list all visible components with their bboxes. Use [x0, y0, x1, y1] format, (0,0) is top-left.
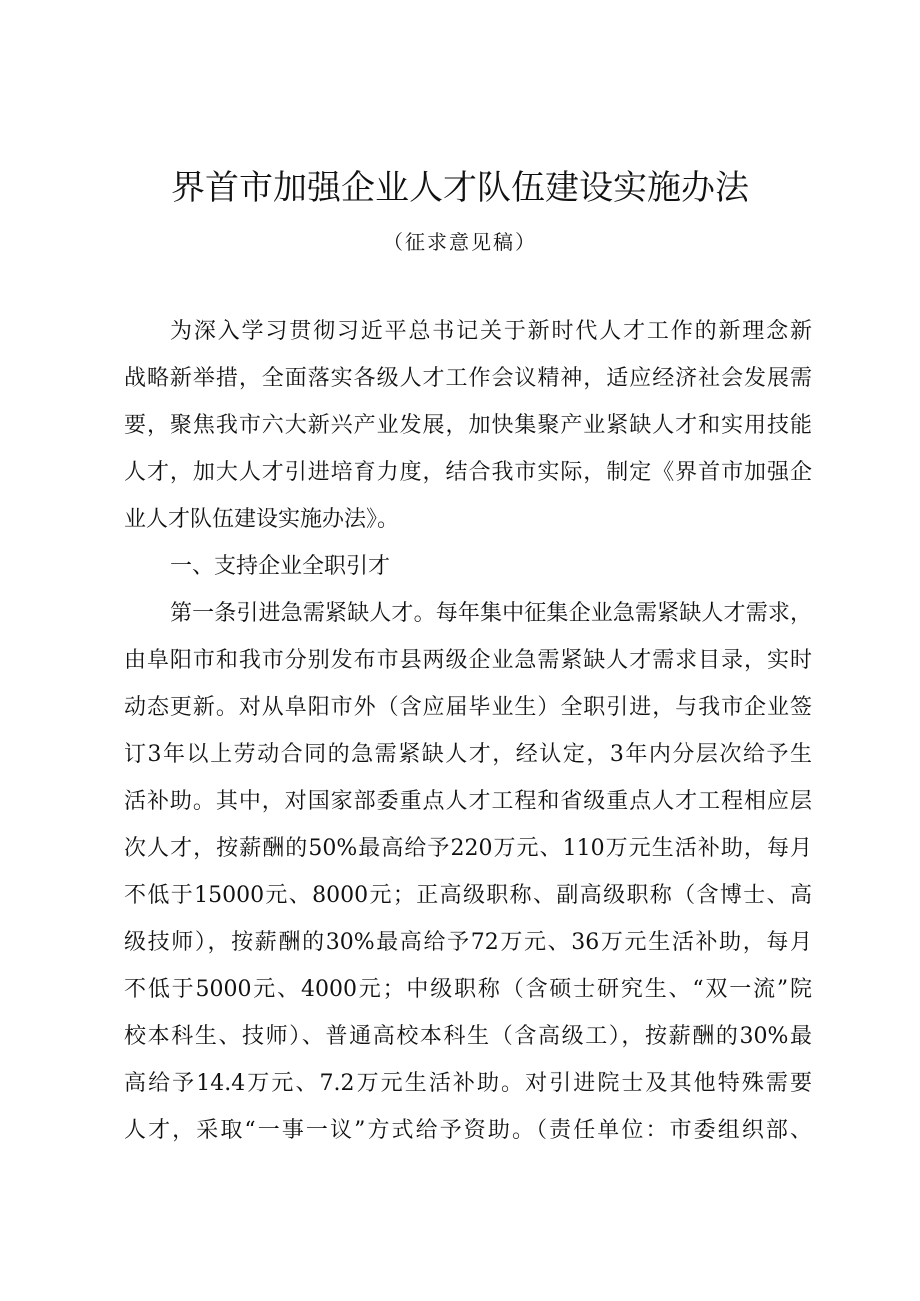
article-line: 高给予14.4万元、7.2万元生活补助。对引进院士及其他特殊需要: [124, 1071, 812, 1096]
article-line: 活补助。其中，对国家部委重点人才工程和省级重点人才工程相应层: [124, 789, 812, 814]
article-line: 不低于5000元、4000元；中级职称（含硕士研究生、“双一流”院: [124, 977, 812, 1002]
preamble-line: 战略新举措，全面落实各级人才工作会议精神，适应经济社会发展需: [124, 366, 812, 391]
document-title: 界首市加强企业人才队伍建设实施办法: [171, 168, 749, 208]
section-heading: 一、支持企业全职引才: [170, 554, 391, 579]
article-line: 级技师），按薪酬的30%最高给予72万元、36万元生活补助，每月: [124, 930, 812, 955]
article-line: 动态更新。对从阜阳市外（含应届毕业生）全职引进，与我市企业签: [124, 695, 812, 720]
preamble-line: 要，聚焦我市六大新兴产业发展，加快集聚产业紧缺人才和实用技能: [124, 413, 812, 438]
article-line: 校本科生、技师）、普通高校本科生（含高级工），按薪酬的30%最: [124, 1024, 812, 1049]
preamble-line: 业人才队伍建设实施办法》。: [124, 507, 400, 532]
article-line: 不低于15000元、8000元；正高级职称、副高级职称（含博士、高: [124, 883, 812, 908]
preamble-line: 人才，加大人才引进培育力度，结合我市实际，制定《界首市加强企: [124, 460, 812, 485]
article-line: 由阜阳市和我市分别发布市县两级企业急需紧缺人才需求目录，实时: [124, 648, 812, 673]
article-line: 第一条引进急需紧缺人才。每年集中征集企业急需紧缺人才需求，: [170, 601, 812, 626]
article-line: 人才，采取“一事一议”方式给予资助。（责任单位：市委组织部、: [124, 1118, 812, 1143]
document-subtitle: （征求意见稿）: [383, 230, 537, 254]
preamble-line: 为深入学习贯彻习近平总书记关于新时代人才工作的新理念新: [170, 319, 812, 344]
article-line: 次人才，按薪酬的50%最高给予220万元、110万元生活补助，每月: [124, 836, 812, 861]
article-line: 订3年以上劳动合同的急需紧缺人才，经认定，3年内分层次给予生: [124, 742, 812, 767]
